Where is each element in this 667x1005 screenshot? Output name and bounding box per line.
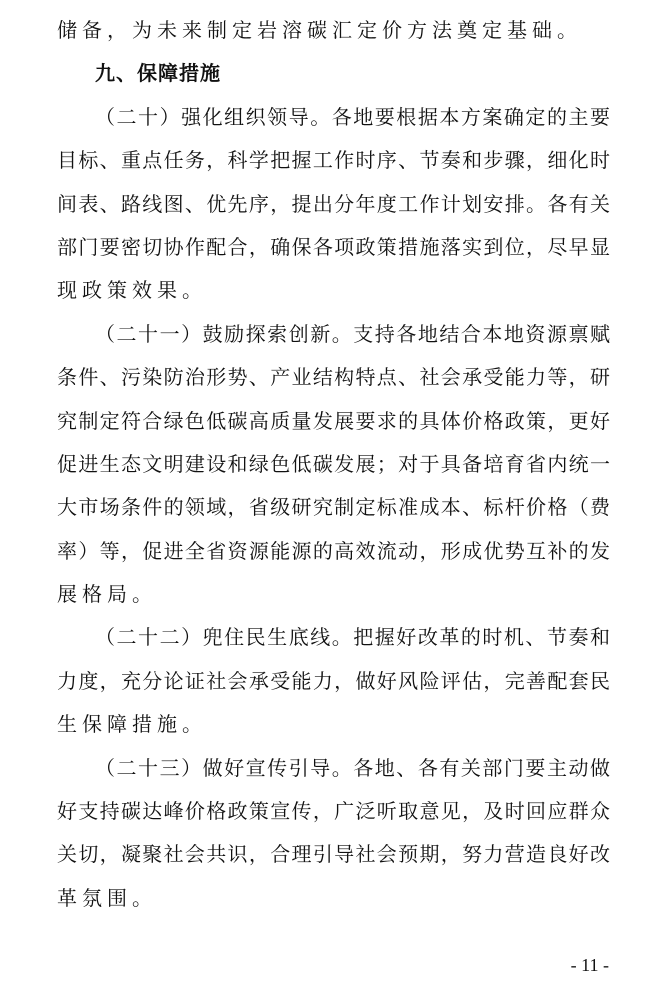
paragraph — [57, 313, 610, 617]
text-line: 储备，为未来制定岩溶碳汇定价方法奠定基础。 — [57, 18, 582, 42]
text-line: 率）等，促进全省资源能源的高效流动，形成优势互补的发 — [57, 538, 610, 563]
section-heading: 九、保障措施 — [95, 61, 221, 86]
paragraph — [57, 96, 610, 313]
text-line: 力度，充分论证社会承受能力，做好风险评估，完善配套民 — [57, 668, 610, 693]
text-line: 间表、路线图、优先序，提出分年度工作计划安排。各有关 — [57, 191, 610, 216]
text-line: 现政策效果。 — [57, 278, 207, 303]
text-line: 条件、污染防治形势、产业结构特点、社会承受能力等，研 — [57, 365, 610, 390]
text-line: （二十二）兜住民生底线。把握好改革的时机、节奏和 — [95, 625, 610, 650]
text-line: 关切，凝聚社会共识，合理引导社会预期，努力营造良好改 — [57, 842, 610, 867]
text-line: 目标、重点任务，科学把握工作时序、节奏和步骤，细化时 — [57, 148, 610, 173]
paragraph — [57, 9, 610, 52]
document-body — [57, 9, 610, 920]
paragraph — [57, 616, 610, 746]
text-line: （二十一）鼓励探索创新。支持各地结合本地资源禀赋 — [95, 321, 610, 346]
text-line: 好支持碳达峰价格政策宣传，广泛听取意见，及时回应群众 — [57, 799, 610, 824]
paragraph — [57, 747, 610, 921]
page-number: - 11 - — [570, 955, 609, 975]
text-line: 生保障措施。 — [57, 712, 207, 737]
text-line: （二十）强化组织领导。各地要根据本方案确定的主要 — [95, 104, 610, 129]
text-line: 究制定符合绿色低碳高质量发展要求的具体价格政策，更好 — [57, 408, 610, 433]
text-line: （二十三）做好宣传引导。各地、各有关部门要主动做 — [95, 755, 610, 780]
text-line: 促进生态文明建设和绿色低碳发展；对于具备培育省内统一 — [57, 451, 610, 476]
text-line: 大市场条件的领域，省级研究制定标准成本、标杆价格（费 — [57, 495, 610, 520]
text-line: 展格局。 — [57, 582, 157, 607]
text-line: 部门要密切协作配合，确保各项政策措施落实到位，尽早显 — [57, 234, 610, 259]
text-line: 革氛围。 — [57, 885, 157, 910]
